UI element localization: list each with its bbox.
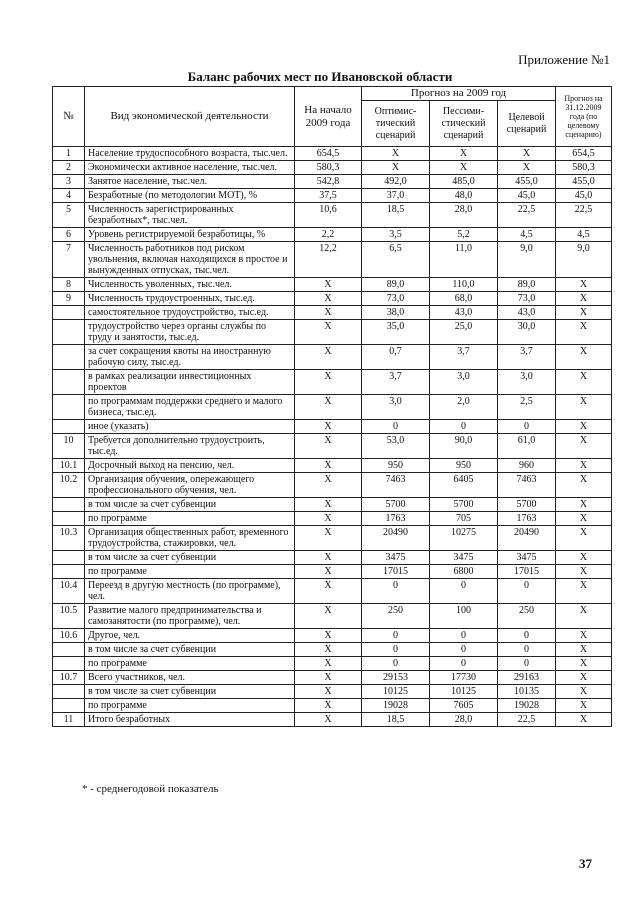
row-pessimistic: 3475 [430,551,498,565]
row-start: X [295,671,362,685]
row-start: X [295,643,362,657]
row-optimistic: 0 [362,579,430,604]
row-num [53,685,85,699]
row-pessimistic: 48,0 [430,189,498,203]
row-activity: Итого безработных [85,713,295,727]
row-activity: Численность уволенных, тыс.чел. [85,278,295,292]
table-row [53,643,612,657]
footnote: * - среднегодовой показатель [82,783,219,795]
row-target: 1763 [498,512,556,526]
row-optimistic: 73,0 [362,292,430,306]
row-optimistic: X [362,161,430,175]
row-dec: X [556,699,612,713]
row-activity: трудоустройство через органы службы по труду и занятости, тыс.ед. [85,320,295,345]
row-start: 12,2 [295,242,362,278]
row-target: 30,0 [498,320,556,345]
row-dec: X [556,395,612,420]
row-start: X [295,473,362,498]
table-row [53,306,612,320]
row-activity: Занятое население, тыс.чел. [85,175,295,189]
table-row [53,565,612,579]
row-activity: по программам поддержки среднего и малого бизнеса, тыс.ед. [85,395,295,420]
row-start: X [295,512,362,526]
row-activity: Всего участников, чел. [85,671,295,685]
row-target: 455,0 [498,175,556,189]
table-row [53,434,612,459]
row-optimistic: 35,0 [362,320,430,345]
table-row [53,629,612,643]
row-target: 73,0 [498,292,556,306]
row-optimistic: 17015 [362,565,430,579]
row-activity: по программе [85,699,295,713]
row-num [53,551,85,565]
row-start: X [295,278,362,292]
balance-table [52,86,612,727]
row-pessimistic: 25,0 [430,320,498,345]
row-dec: X [556,278,612,292]
row-pessimistic: 28,0 [430,203,498,228]
row-dec: X [556,604,612,629]
row-start: X [295,629,362,643]
row-num [53,306,85,320]
row-target: 0 [498,629,556,643]
col-header-dec: Прогноз на 31.12.2009 года (по целевому сценарию) [556,87,612,147]
row-target: 0 [498,579,556,604]
row-target: 20490 [498,526,556,551]
row-optimistic: 29153 [362,671,430,685]
row-pessimistic: 17730 [430,671,498,685]
col-header-pessimistic: Пессими-стический сценарий [430,101,498,147]
row-pessimistic: 0 [430,579,498,604]
row-target: X [498,161,556,175]
row-num [53,320,85,345]
row-pessimistic: 3,0 [430,370,498,395]
row-optimistic: 1763 [362,512,430,526]
row-optimistic: 3,7 [362,370,430,395]
table-row [53,685,612,699]
row-pessimistic: 5700 [430,498,498,512]
row-activity: самостоятельное трудоустройство, тыс.ед. [85,306,295,320]
row-start: X [295,459,362,473]
row-activity: Безработные (по методологии МОТ), % [85,189,295,203]
row-dec: X [556,565,612,579]
row-num: 4 [53,189,85,203]
table-row [53,551,612,565]
row-activity: Численность зарегистрированных безработных*, тыс.чел. [85,203,295,228]
row-num [53,498,85,512]
row-target: 19028 [498,699,556,713]
row-target: 43,0 [498,306,556,320]
row-dec: X [556,579,612,604]
row-activity: за счет сокращения квоты на иностранную рабочую силу, тыс.ед. [85,345,295,370]
row-target: 4,5 [498,228,556,242]
row-num: 10.7 [53,671,85,685]
row-start: X [295,551,362,565]
row-target: 10135 [498,685,556,699]
row-start: 10,6 [295,203,362,228]
row-target: 7463 [498,473,556,498]
row-target: 22,5 [498,713,556,727]
row-optimistic: 3475 [362,551,430,565]
row-pessimistic: 485,0 [430,175,498,189]
row-num [53,699,85,713]
row-num: 6 [53,228,85,242]
row-activity: в том числе за счет субвенции [85,643,295,657]
row-num: 8 [53,278,85,292]
row-pessimistic: 90,0 [430,434,498,459]
row-dec: 9,0 [556,242,612,278]
row-dec: X [556,671,612,685]
row-activity: Другое, чел. [85,629,295,643]
row-optimistic: 950 [362,459,430,473]
table-row [53,189,612,203]
row-pessimistic: 6405 [430,473,498,498]
row-target: 0 [498,643,556,657]
row-pessimistic: 100 [430,604,498,629]
row-start: X [295,657,362,671]
table-row [53,370,612,395]
col-header-optimistic: Оптимис-тический сценарий [362,101,430,147]
table-row [53,671,612,685]
row-num [53,395,85,420]
table-row [53,203,612,228]
row-optimistic: 53,0 [362,434,430,459]
row-activity: по программе [85,657,295,671]
row-target: 2,5 [498,395,556,420]
row-optimistic: 492,0 [362,175,430,189]
row-dec: X [556,629,612,643]
row-num [53,420,85,434]
row-pessimistic: 7605 [430,699,498,713]
appendix-label: Приложение №1 [518,52,610,67]
row-dec: X [556,713,612,727]
row-target: 3475 [498,551,556,565]
row-optimistic: 37,0 [362,189,430,203]
row-activity: Численность работников под риском увольнения, включая находящихся в простое и вынужденных отпусках, тыс.чел. [85,242,295,278]
row-activity: по программе [85,565,295,579]
row-start: X [295,420,362,434]
row-activity: по программе [85,512,295,526]
row-num: 2 [53,161,85,175]
row-num: 10.1 [53,459,85,473]
table-row [53,320,612,345]
row-num: 11 [53,713,85,727]
row-dec: X [556,685,612,699]
row-pessimistic: X [430,161,498,175]
row-target: 0 [498,657,556,671]
table-row [53,278,612,292]
row-activity: Организация обучения, опережающего профессионального обучения, чел. [85,473,295,498]
row-num: 10 [53,434,85,459]
row-target: 250 [498,604,556,629]
row-target: 960 [498,459,556,473]
table-row [53,699,612,713]
row-pessimistic: 43,0 [430,306,498,320]
col-header-num: № [53,87,85,147]
row-num: 10.3 [53,526,85,551]
col-header-forecast: Прогноз на 2009 год [362,87,556,101]
row-dec: X [556,551,612,565]
row-start: X [295,685,362,699]
row-num [53,370,85,395]
row-optimistic: 18,5 [362,713,430,727]
row-activity: Развитие малого предпринимательства и самозанятости (по программе), чел. [85,604,295,629]
row-dec: 455,0 [556,175,612,189]
table-row [53,228,612,242]
row-dec: X [556,292,612,306]
row-optimistic: 10125 [362,685,430,699]
row-target: 9,0 [498,242,556,278]
row-dec: 4,5 [556,228,612,242]
row-pessimistic: 68,0 [430,292,498,306]
row-start: X [295,526,362,551]
row-dec: X [556,512,612,526]
row-num: 10.6 [53,629,85,643]
row-dec: X [556,526,612,551]
row-optimistic: 0 [362,629,430,643]
table-row [53,657,612,671]
row-target: 89,0 [498,278,556,292]
table-row [53,175,612,189]
row-dec: 22,5 [556,203,612,228]
row-pessimistic: 6800 [430,565,498,579]
row-pessimistic: 3,7 [430,345,498,370]
row-dec: X [556,345,612,370]
row-activity: Переезд в другую местность (по программе), чел. [85,579,295,604]
row-pessimistic: 0 [430,643,498,657]
row-target: 3,0 [498,370,556,395]
row-start: 654,5 [295,147,362,161]
row-num: 1 [53,147,85,161]
row-pessimistic: 10125 [430,685,498,699]
table-body [53,147,612,727]
row-dec: X [556,657,612,671]
row-activity: в том числе за счет субвенции [85,685,295,699]
row-target: 61,0 [498,434,556,459]
row-start: X [295,434,362,459]
row-start: X [295,320,362,345]
row-start: X [295,604,362,629]
row-target: X [498,147,556,161]
row-dec: X [556,306,612,320]
table-row [53,604,612,629]
page-number: 37 [579,856,592,871]
row-optimistic: 0 [362,643,430,657]
row-pessimistic: 950 [430,459,498,473]
table-row [53,473,612,498]
row-dec: X [556,320,612,345]
row-optimistic: 250 [362,604,430,629]
table-row [53,459,612,473]
row-activity: Организация общественных работ, временного трудоустройства, стажировки, чел. [85,526,295,551]
row-target: 17015 [498,565,556,579]
row-optimistic: 19028 [362,699,430,713]
table-row [53,147,612,161]
row-start: X [295,306,362,320]
row-activity: Требуется дополнительно трудоустроить, тыс.ед. [85,434,295,459]
row-dec: X [556,498,612,512]
row-num: 10.2 [53,473,85,498]
row-activity: иное (указать) [85,420,295,434]
row-optimistic: 7463 [362,473,430,498]
row-num [53,345,85,370]
row-activity: Численность трудоустроенных, тыс.ед. [85,292,295,306]
table-row [53,345,612,370]
row-dec: X [556,643,612,657]
row-activity: в рамках реализации инвестиционных проектов [85,370,295,395]
table-row [53,512,612,526]
col-header-start: На начало 2009 года [295,87,362,147]
row-dec: 45,0 [556,189,612,203]
row-target: 22,5 [498,203,556,228]
row-pessimistic: 0 [430,629,498,643]
row-num: 10.4 [53,579,85,604]
row-start: X [295,565,362,579]
row-optimistic: 38,0 [362,306,430,320]
row-num [53,657,85,671]
table-row [53,420,612,434]
row-pessimistic: 110,0 [430,278,498,292]
row-optimistic: 6,5 [362,242,430,278]
row-optimistic: 3,0 [362,395,430,420]
row-optimistic: 0 [362,420,430,434]
row-start: 37,5 [295,189,362,203]
row-target: 0 [498,420,556,434]
col-header-activity: Вид экономической деятельности [85,87,295,147]
row-start: X [295,579,362,604]
row-dec: X [556,434,612,459]
row-pessimistic: X [430,147,498,161]
row-activity: Уровень регистрируемой безработицы, % [85,228,295,242]
row-num: 9 [53,292,85,306]
row-activity: в том числе за счет субвенции [85,551,295,565]
row-target: 3,7 [498,345,556,370]
row-pessimistic: 11,0 [430,242,498,278]
table-row [53,498,612,512]
row-num: 7 [53,242,85,278]
row-start: X [295,699,362,713]
row-pessimistic: 2,0 [430,395,498,420]
row-optimistic: 0,7 [362,345,430,370]
row-dec: X [556,473,612,498]
row-pessimistic: 5,2 [430,228,498,242]
col-header-target: Целевой сценарий [498,101,556,147]
row-start: X [295,370,362,395]
row-num [53,512,85,526]
table-row [53,161,612,175]
row-target: 5700 [498,498,556,512]
row-activity: Досрочный выход на пенсию, чел. [85,459,295,473]
table-row [53,579,612,604]
row-optimistic: 5700 [362,498,430,512]
row-num [53,643,85,657]
row-target: 45,0 [498,189,556,203]
row-dec: 580,3 [556,161,612,175]
row-dec: X [556,370,612,395]
row-start: 542,8 [295,175,362,189]
row-activity: в том числе за счет субвенции [85,498,295,512]
row-optimistic: 20490 [362,526,430,551]
row-optimistic: 0 [362,657,430,671]
row-start: X [295,395,362,420]
row-start: X [295,713,362,727]
row-dec: 654,5 [556,147,612,161]
table-row [53,242,612,278]
row-activity: Экономически активное население, тыс.чел. [85,161,295,175]
table-row [53,713,612,727]
row-pessimistic: 0 [430,420,498,434]
row-num: 3 [53,175,85,189]
row-num: 5 [53,203,85,228]
table-row [53,292,612,306]
row-pessimistic: 28,0 [430,713,498,727]
row-start: 2,2 [295,228,362,242]
row-optimistic: X [362,147,430,161]
table-row [53,526,612,551]
row-pessimistic: 0 [430,657,498,671]
row-start: X [295,345,362,370]
table-row [53,395,612,420]
row-pessimistic: 705 [430,512,498,526]
page-title: Баланс рабочих мест по Ивановской области [187,69,453,84]
row-start: 580,3 [295,161,362,175]
row-activity: Население трудоспособного возраста, тыс.чел. [85,147,295,161]
row-optimistic: 89,0 [362,278,430,292]
row-dec: X [556,459,612,473]
row-num [53,565,85,579]
row-target: 29163 [498,671,556,685]
row-pessimistic: 10275 [430,526,498,551]
row-num: 10.5 [53,604,85,629]
row-optimistic: 18,5 [362,203,430,228]
row-start: X [295,498,362,512]
row-optimistic: 3,5 [362,228,430,242]
row-start: X [295,292,362,306]
row-dec: X [556,420,612,434]
